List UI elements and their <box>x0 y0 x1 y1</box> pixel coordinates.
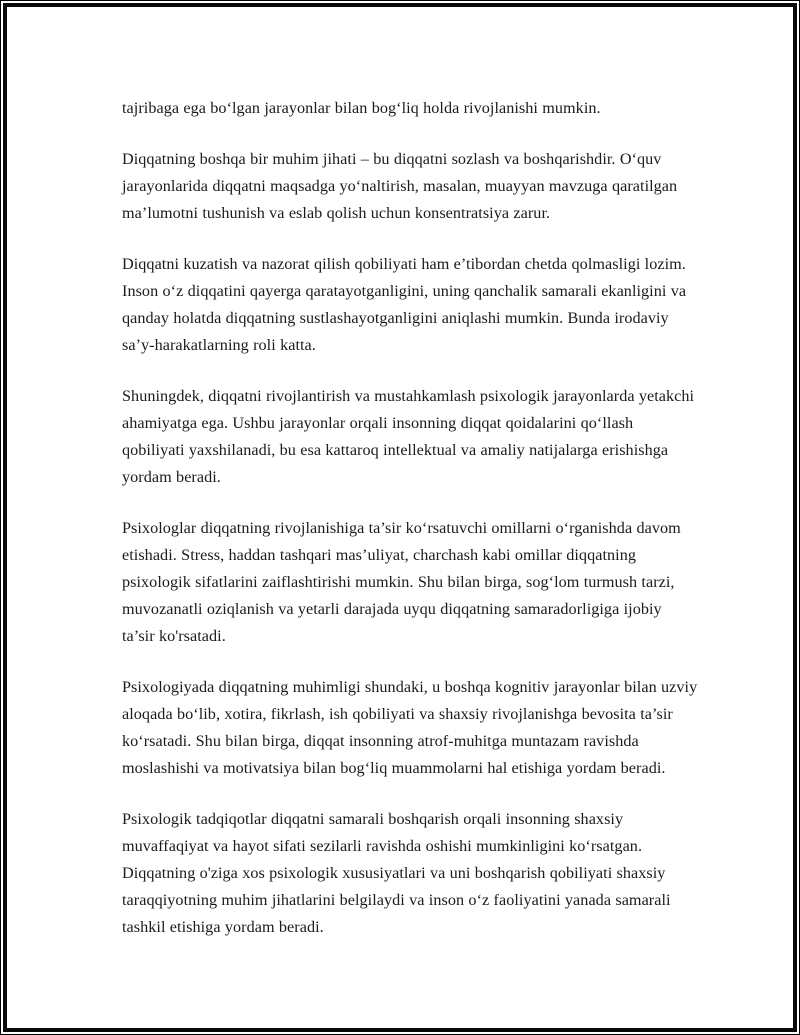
page-sheet <box>13 13 787 1022</box>
paragraph: Diqqatni kuzatish va nazorat qilish qobiliyati ham e’tibordan chetda qolmasligi lozim. Inson oʻz diqqatini qayerga qaratayotganligini, uning qanchalik samarali ekanligini va qanday holatda diqqatning sustlashayotganligini aniqlashi mumkin. Bunda irodaviy sa’y-harakatlarning roli katta. <box>122 255 687 354</box>
paragraph: Shuningdek, diqqatni rivojlantirish va mustahkamlash psixologik jarayonlarda yetakchi ahamiyatga ega. Ushbu jarayonlar orqali insonning diqqat qoidalarini qoʻllash qobiliyati yaxshilanadi, bu esa kattaroq intellektual va amaliy natijalarga erishishga yordam beradi. <box>122 387 695 486</box>
paragraph: Psixologiyada diqqatning muhimligi shundaki, u boshqa kognitiv jarayonlar bilan uzviy aloqada boʻlib, xotira, fikrlash, ish qobiliyati va shaxsiy rivojlanishga bevosita ta’sir koʻrsatadi. Shu bilan birga, diqqat insonning atrof-muhitga muntazam ravishda moslashishi va motivatsiya bilan bogʻliq muammolarni hal etishiga yordam beradi. <box>122 678 698 777</box>
paragraph: Diqqatning boshqa bir muhim jihati – bu diqqatni sozlash va boshqarishdir. Oʻquv jarayonlarida diqqatni maqsadga yoʻnaltirish, masalan, muayyan mavzuga qaratilgan ma’lumotni tushunish va eslab qolish uchun konsentratsiya zarur. <box>122 150 678 222</box>
document-text-body <box>122 95 698 941</box>
paragraph: tajribaga ega boʻlgan jarayonlar bilan bogʻliq holda rivojlanishi mumkin. <box>122 99 601 117</box>
paragraph: Psixologik tadqiqotlar diqqatni samarali boshqarish orqali insonning shaxsiy muvaffaqiyat va hayot sifati sezilarli ravishda oshishi mumkinligini koʻrsatgan. Diqqatning o'ziga xos psixologik xususiyatlari va uni boshqarish qobiliyati shaxsiy taraqqiyotning muhim jihatlarini belgilaydi va inson oʻz faoliyatini yanada samarali tashkil etishiga yordam beradi. <box>122 810 671 936</box>
paragraph: Psixologlar diqqatning rivojlanishiga ta’sir koʻrsatuvchi omillarni oʻrganishda davom etishadi. Stress, haddan tashqari mas’uliyat, charchash kabi omillar diqqatning psixologik sifatlarini zaiflashtirishi mumkin. Shu bilan birga, sogʻlom turmush tarzi, muvozanatli oziqlanish va yetarli darajada uyqu diqqatning samaradorligiga ijobiy ta’sir ko'rsatadi. <box>122 519 681 645</box>
page-inner-border <box>3 3 797 1032</box>
